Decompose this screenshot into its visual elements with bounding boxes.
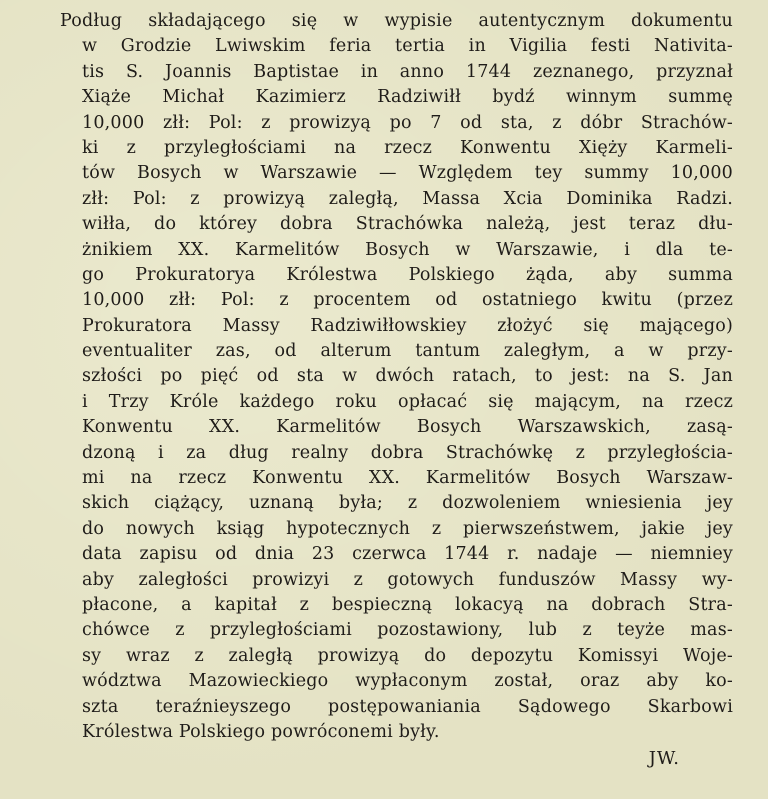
text-line: tów Bosych w Warszawie — Względem tey summy 10,000: [82, 163, 733, 184]
text-line: w Grodzie Lwiwskim feria tertia in Vigilia festi Nativita-: [82, 36, 733, 57]
text-line: eventualiter zas, od alterum tantum zaległym, a w przy-: [82, 341, 733, 362]
text-line: wództwa Mazowieckiego wypłaconym został, oraz aby ko-: [82, 671, 733, 692]
text-line: Podług składającego się w wypisie autentycznym dokumentu: [60, 11, 733, 31]
document-body: [60, 9, 733, 745]
text-line: 10,000 złł: Pol: z procentem od ostatniego kwitu (przez: [82, 290, 733, 311]
text-line: skich ciążący, uznaną była; z dozwoleniem wniesienia jey: [82, 493, 733, 514]
text-line: Xiąże Michał Kazimierz Radziwiłł bydź winnym summę: [82, 87, 733, 108]
text-line: ki z przyległościami na rzecz Konwentu Xięży Karmeli-: [82, 137, 733, 158]
text-line: i Trzy Króle każdego roku opłacać się mającym, na rzecz: [82, 391, 733, 412]
text-line: tis S. Joannis Baptistae in anno 1744 zeznanego, przyznał: [82, 61, 733, 82]
text-line: wiłła, do którey dobra Strachówka należą, jest teraz dłu-: [82, 214, 733, 235]
text-line: żnikiem XX. Karmelitów Bosych w Warszawie, i dla te-: [82, 239, 733, 260]
text-line: go Prokuratorya Królestwa Polskiego żąda, aby summa: [82, 264, 733, 285]
text-line: dzoną i za dług realny dobra Strachówkę z przyległościa-: [82, 442, 733, 463]
signature: JW.: [648, 748, 680, 769]
text-line: złł: Pol: z prowizyą zaległą, Massa Xcia Dominika Radzi.: [82, 188, 733, 209]
text-line: aby zaległości prowizyi z gotowych funduszów Massy wy-: [82, 569, 733, 590]
text-line: do nowych ksiąg hypotecznych z pierwszeństwem, jakie jey: [82, 518, 733, 539]
text-line: sy wraz z zaległą prowizyą do depozytu Komissyi Woje-: [82, 645, 733, 666]
text-line: szłości po pięć od sta w dwóch ratach, to jest: na S. Jan: [82, 366, 733, 387]
text-line: szta teraźnieyszego postępowaniania Sądowego Skarbowi: [82, 696, 733, 717]
text-line: Konwentu XX. Karmelitów Bosych Warszawskich, zasą-: [82, 417, 733, 438]
text-line: mi na rzecz Konwentu XX. Karmelitów Bosych Warszaw-: [82, 468, 733, 489]
text-line: Królestwa Polskiego powróconemi były.: [82, 721, 440, 742]
text-line: chówce z przyległościami pozostawiony, lub z teyże mas-: [82, 620, 733, 641]
text-line: data zapisu od dnia 23 czerwca 1744 r. nadaje — niemniey: [82, 544, 733, 565]
text-line: Prokuratora Massy Radziwiłłowskiey złożyć się mającego): [82, 315, 733, 336]
text-line: 10,000 złł: Pol: z prowizyą po 7 od sta, z dóbr Strachów-: [82, 112, 733, 133]
text-line: płacone, a kapitał z bespieczną lokacyą na dobrach Stra-: [82, 594, 733, 615]
